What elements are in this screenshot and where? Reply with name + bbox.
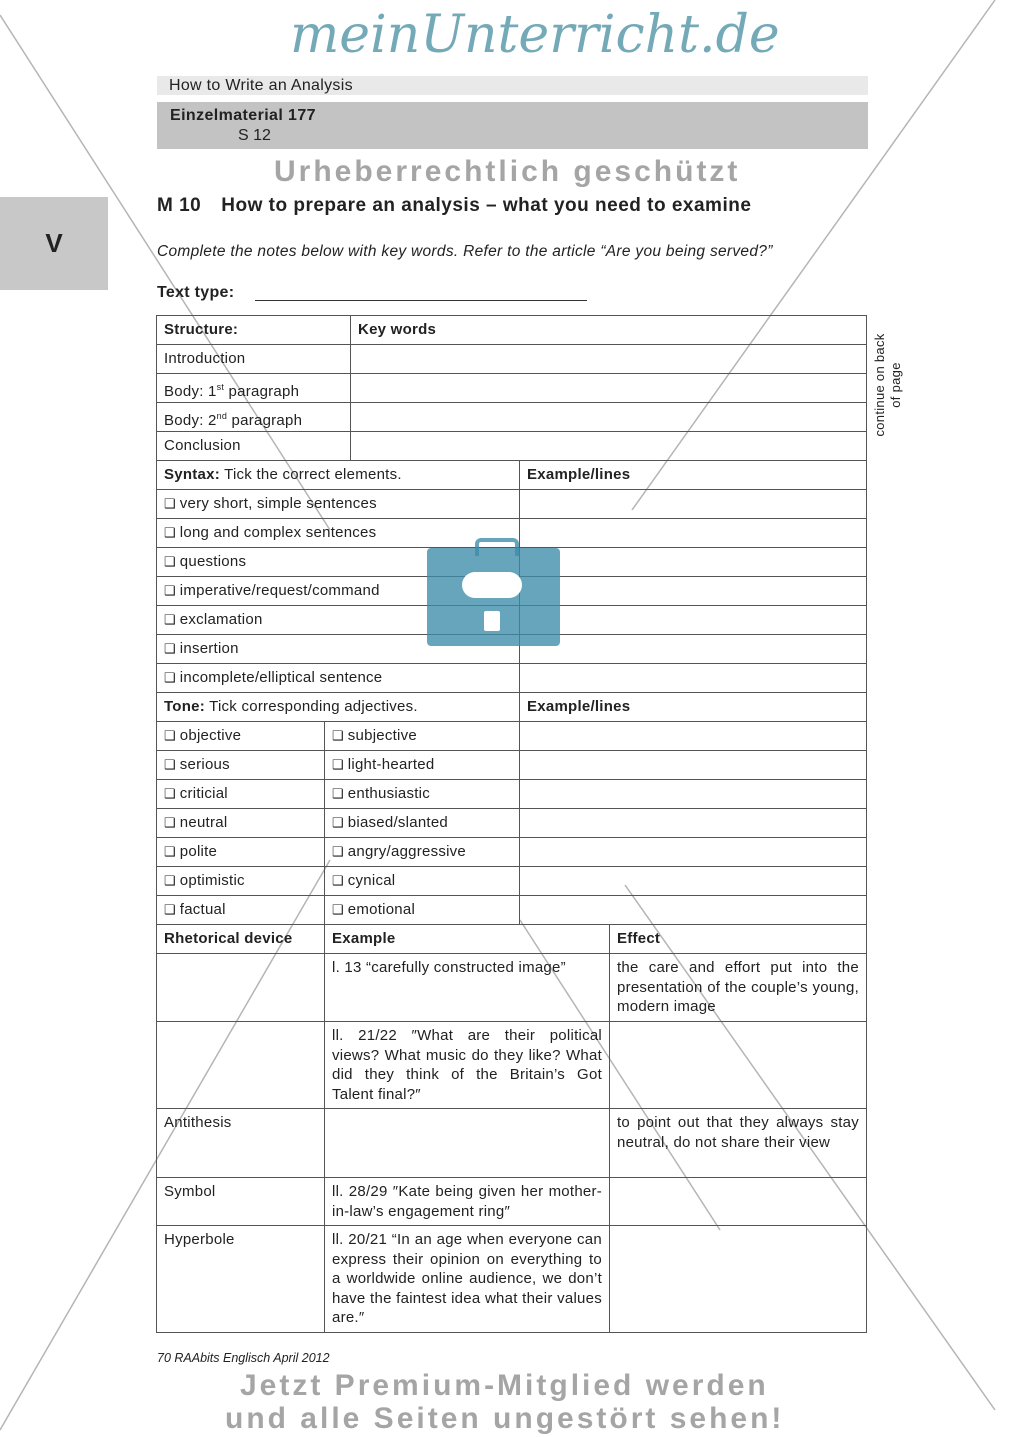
rhetoric-row [157,1022,867,1109]
checkbox-icon[interactable]: ❑ [332,902,348,917]
tone-row [157,751,867,780]
structure-header-row [157,316,867,345]
checkbox-icon[interactable]: ❑ [332,728,348,743]
watermark-line: Urheberrechtlich geschützt [274,155,741,188]
example-lines-header: Example/lines [519,460,867,490]
example-header: Example [324,924,610,954]
syntax-option [156,518,520,548]
rhetorical-device-cell[interactable] [156,1021,325,1109]
checkbox-icon[interactable]: ❑ [164,554,180,569]
ordinal-suffix: nd [216,411,228,421]
key-words-input[interactable] [350,373,867,403]
key-words-header: Key words [350,315,867,345]
example-lines-input[interactable] [519,663,867,693]
tone-option [324,808,520,838]
rhetoric-header-row [157,925,867,954]
instruction: Complete the notes below with key words. Refer to the article “Are you being served?” [157,243,773,260]
title-text: How to prepare an analysis – what you need to examine [221,195,752,216]
checkbox-icon[interactable]: ❑ [164,641,180,656]
checkbox-icon[interactable]: ❑ [164,844,180,859]
syntax-header-row [157,461,867,490]
option-label: objective [179,727,242,744]
syntax-row [157,490,867,519]
tone-header-row [157,693,867,722]
example-lines-input[interactable] [519,808,867,838]
checkbox-icon[interactable]: ❑ [164,873,180,888]
label-text: Body: 1 [164,383,217,400]
tone-row [157,809,867,838]
example-lines-input[interactable] [519,605,867,635]
example-cell: ll. 21/22 ″What are their political views? What music do they like? What did they think of the Britain’s Got Talent final?″ [324,1021,610,1109]
example-lines-header: Example/lines [519,692,867,722]
example-lines-input[interactable] [519,895,867,925]
key-words-input[interactable] [350,431,867,461]
structure-row [157,374,867,403]
effect-cell[interactable] [609,1021,867,1109]
checkbox-icon[interactable]: ❑ [164,525,180,540]
example-lines-input[interactable] [519,779,867,809]
option-label: imperative/request/command [179,582,380,599]
tone-option [324,779,520,809]
tone-row [157,722,867,751]
option-label: serious [179,756,230,773]
checkbox-icon[interactable]: ❑ [164,728,180,743]
option-label: exclamation [179,611,263,628]
structure-row [157,345,867,374]
checkbox-icon[interactable]: ❑ [164,496,180,511]
watermark-logo: meinUnterricht.de [290,5,780,65]
checkbox-icon[interactable]: ❑ [332,815,348,830]
rhetorical-device-header: Rhetorical device [156,924,325,954]
example-lines-input[interactable] [519,489,867,519]
key-words-input[interactable] [350,344,867,374]
checkbox-icon[interactable]: ❑ [332,844,348,859]
syntax-option [156,489,520,519]
example-lines-input[interactable] [519,576,867,606]
syntax-option [156,663,520,693]
example-lines-input[interactable] [519,518,867,548]
text-type-label: Text type: [157,284,235,301]
effect-cell: the care and effort put into the presentation of the couple’s young, modern image [609,953,867,1022]
example-lines-input[interactable] [519,866,867,896]
example-cell: l. 13 “carefully constructed image” [324,953,610,1022]
tone-option [156,779,325,809]
text-type-answer-line[interactable] [255,300,587,301]
side-note-line: of page [888,362,903,408]
tone-instruction: Tick corresponding adjectives. [204,698,418,715]
syntax-header [156,460,520,490]
checkbox-icon[interactable]: ❑ [164,583,180,598]
checkbox-icon[interactable]: ❑ [164,786,180,801]
option-label: insertion [179,640,239,657]
option-label: biased/slanted [347,814,449,831]
option-label: very short, simple sentences [179,495,377,512]
effect-header: Effect [609,924,867,954]
tone-option [324,895,520,925]
rhetorical-device-cell: Antithesis [156,1108,325,1178]
option-label: angry/aggressive [347,843,467,860]
checkbox-icon[interactable]: ❑ [164,757,180,772]
tone-option [324,866,520,896]
example-cell: ll. 20/21 “In an age when everyone can express their opinion on everything to a worldwide online audience, we don’t have the faintest idea what their values are.″ [324,1225,610,1333]
syntax-instruction: Tick the correct elements. [219,466,402,483]
side-note [872,320,904,450]
tone-header [156,692,520,722]
structure-label: Introduction [156,344,351,374]
option-label: incomplete/elliptical sentence [179,669,383,686]
example-lines-input[interactable] [519,547,867,577]
syntax-row [157,664,867,693]
footer: 70 RAAbits Englisch April 2012 [157,1351,330,1365]
watermark-line: und alle Seiten ungestört sehen! [225,1402,785,1435]
option-label: neutral [179,814,228,831]
option-label: polite [179,843,218,860]
checkbox-icon[interactable]: ❑ [332,786,348,801]
effect-cell[interactable] [609,1225,867,1333]
page-title [157,195,751,217]
structure-header: Structure: [156,315,351,345]
section-tab: V [0,197,108,290]
syntax-label: Syntax: [164,466,220,483]
tone-option [156,837,325,867]
tone-row [157,867,867,896]
side-note-line: continue on back [872,333,887,437]
checkbox-icon[interactable]: ❑ [164,670,180,685]
series-header [157,76,868,95]
option-label: cynical [347,872,396,889]
tone-row [157,780,867,809]
rhetorical-device-cell: Symbol [156,1177,325,1226]
series-title: How to Write an Analysis [169,77,353,94]
example-lines-input[interactable] [519,837,867,867]
page-code: S 12 [238,127,271,144]
watermark-line: Jetzt Premium-Mitglied werden [240,1369,769,1402]
tone-option [156,750,325,780]
checkbox-icon[interactable]: ❑ [332,757,348,772]
tone-option [156,866,325,896]
rhetoric-row [157,954,867,1022]
structure-row [157,403,867,432]
tone-row [157,838,867,867]
ordinal-suffix: st [216,382,225,392]
effect-cell: to point out that they always stay neutral, do not share their view [609,1108,867,1178]
example-lines-input[interactable] [519,721,867,751]
key-words-input[interactable] [350,402,867,432]
checkbox-icon[interactable]: ❑ [164,902,180,917]
tone-option [156,895,325,925]
structure-label [156,402,351,432]
tone-option [324,837,520,867]
structure-row [157,432,867,461]
option-label: enthusiastic [347,785,430,802]
rhetorical-device-cell[interactable] [156,953,325,1022]
material-header [157,102,868,149]
example-lines-input[interactable] [519,634,867,664]
option-label: factual [179,901,226,918]
label-text: paragraph [224,383,300,400]
tone-row [157,896,867,925]
checkbox-icon[interactable]: ❑ [332,873,348,888]
example-lines-input[interactable] [519,750,867,780]
effect-cell[interactable] [609,1177,867,1226]
example-cell[interactable] [324,1108,610,1178]
tone-label: Tone: [164,698,205,715]
option-label: criticial [179,785,228,802]
material-code: M 10 [157,195,202,216]
lock-icon [484,611,500,631]
tone-option [324,750,520,780]
option-label: light-hearted [347,756,435,773]
label-text: paragraph [227,412,303,429]
option-label: questions [179,553,247,570]
checkbox-icon[interactable]: ❑ [164,612,180,627]
option-label: emotional [347,901,416,918]
rhetorical-device-cell: Hyperbole [156,1225,325,1333]
structure-label: Conclusion [156,431,351,461]
tone-option [324,721,520,751]
tone-option [156,808,325,838]
cloud-icon [462,572,522,598]
rhetoric-row [157,1109,867,1178]
option-label: long and complex sentences [179,524,377,541]
rhetoric-row [157,1178,867,1226]
structure-label [156,373,351,403]
option-label: subjective [347,727,417,744]
example-cell: ll. 28/29 ″Kate being given her mother-in-law’s engagement ring″ [324,1177,610,1226]
label-text: Body: 2 [164,412,217,429]
checkbox-icon[interactable]: ❑ [164,815,180,830]
material-number: Einzelmaterial 177 [170,107,316,124]
option-label: optimistic [179,872,245,889]
rhetoric-row [157,1226,867,1333]
tone-option [156,721,325,751]
